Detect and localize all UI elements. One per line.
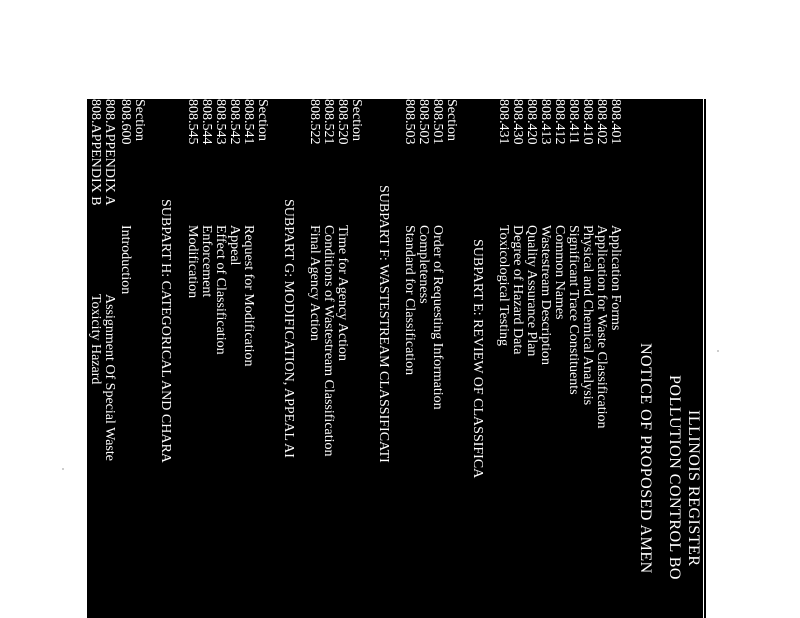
toc-number: 808.430 <box>510 99 525 145</box>
appendix-number: 808.APPENDIX A <box>102 99 117 206</box>
toc-title: Common Names <box>552 225 567 320</box>
section-label: Section <box>132 99 147 141</box>
toc-number: 808.412 <box>552 99 567 145</box>
toc-number: 808.401 <box>608 99 623 145</box>
toc-title: Toxicological Testing <box>496 225 511 347</box>
toc-title: Significant Trace Constituents <box>566 225 581 395</box>
toc-number: 808.521 <box>321 99 336 145</box>
subpart-h-heading: SUBPART H: CATEGORICAL AND CHARA <box>158 199 173 463</box>
toc-title: Quality Assurance Plan <box>524 225 539 357</box>
toc-number: 808.520 <box>335 99 350 145</box>
appendix-title: Toxicity Hazard <box>88 294 103 385</box>
toc-number: 808.420 <box>524 99 539 145</box>
toc-title: Wastestream Description <box>538 225 553 365</box>
toc-number: 808.502 <box>416 99 431 145</box>
appendix-number: 808.APPENDIX B <box>88 99 103 206</box>
notice-title: NOTICE OF PROPOSED AMEN <box>637 343 654 574</box>
toc-title: Modification <box>185 225 200 299</box>
toc-title: Conditions of Wastestream Classification <box>321 225 336 457</box>
toc-number: 808.544 <box>199 99 214 145</box>
toc-title: Completeness <box>416 225 431 304</box>
appendix-title: Assignment Of Special Waste <box>102 294 117 461</box>
toc-number: 808.600 <box>118 99 133 145</box>
toc-number: 808.410 <box>580 99 595 145</box>
toc-title: Order of Requesting Information <box>430 225 445 410</box>
subpart-g-heading: SUBPART G: MODIFICATION, APPEAL AI <box>281 199 296 458</box>
toc-title: Standard for Classification <box>402 225 417 376</box>
subpart-e-heading: SUBPART E: REVIEW OF CLASSIFICA <box>470 239 485 479</box>
toc-title: Time for Agency Action <box>335 225 350 361</box>
section-label: Section <box>349 99 364 141</box>
scan-speck <box>62 468 64 470</box>
section-label: Section <box>444 99 459 141</box>
toc-title: Enforcement <box>199 225 214 298</box>
scan-speck <box>717 350 719 352</box>
toc-number: 808.503 <box>402 99 417 145</box>
toc-number: 808.501 <box>430 99 445 145</box>
toc-title: Physical and Chemical Analysis <box>580 225 595 406</box>
toc-number: 808.545 <box>185 99 200 145</box>
toc-number: 808.541 <box>241 99 256 145</box>
toc-title: Introduction <box>118 225 133 295</box>
toc-title: Request for Modification <box>241 225 256 367</box>
rotated-document <box>87 99 706 618</box>
toc-title: Final Agency Action <box>307 225 322 341</box>
subpart-f-heading: SUBPART F: WASTESTREAM CLASSIFICATI <box>376 185 391 463</box>
toc-title: Application for Waste Classification <box>594 225 609 429</box>
toc-title: Effect of Classification <box>213 225 228 355</box>
toc-title: Appeal <box>227 225 242 266</box>
toc-number: 808.411 <box>566 99 581 144</box>
toc-title: Degree of Hazard Data <box>510 225 525 355</box>
register-title: ILLINOIS REGISTER <box>685 410 702 567</box>
toc-number: 808.431 <box>496 99 511 145</box>
toc-number: 808.413 <box>538 99 553 145</box>
section-label: Section <box>255 99 270 141</box>
toc-number: 808.542 <box>227 99 242 145</box>
header-rule <box>703 99 704 618</box>
toc-number: 808.543 <box>213 99 228 145</box>
scanned-page <box>87 99 706 618</box>
board-title: POLLUTION CONTROL BO <box>666 375 683 580</box>
toc-number: 808.402 <box>594 99 609 145</box>
toc-title: Application Forms <box>608 225 623 331</box>
toc-number: 808.522 <box>307 99 322 145</box>
